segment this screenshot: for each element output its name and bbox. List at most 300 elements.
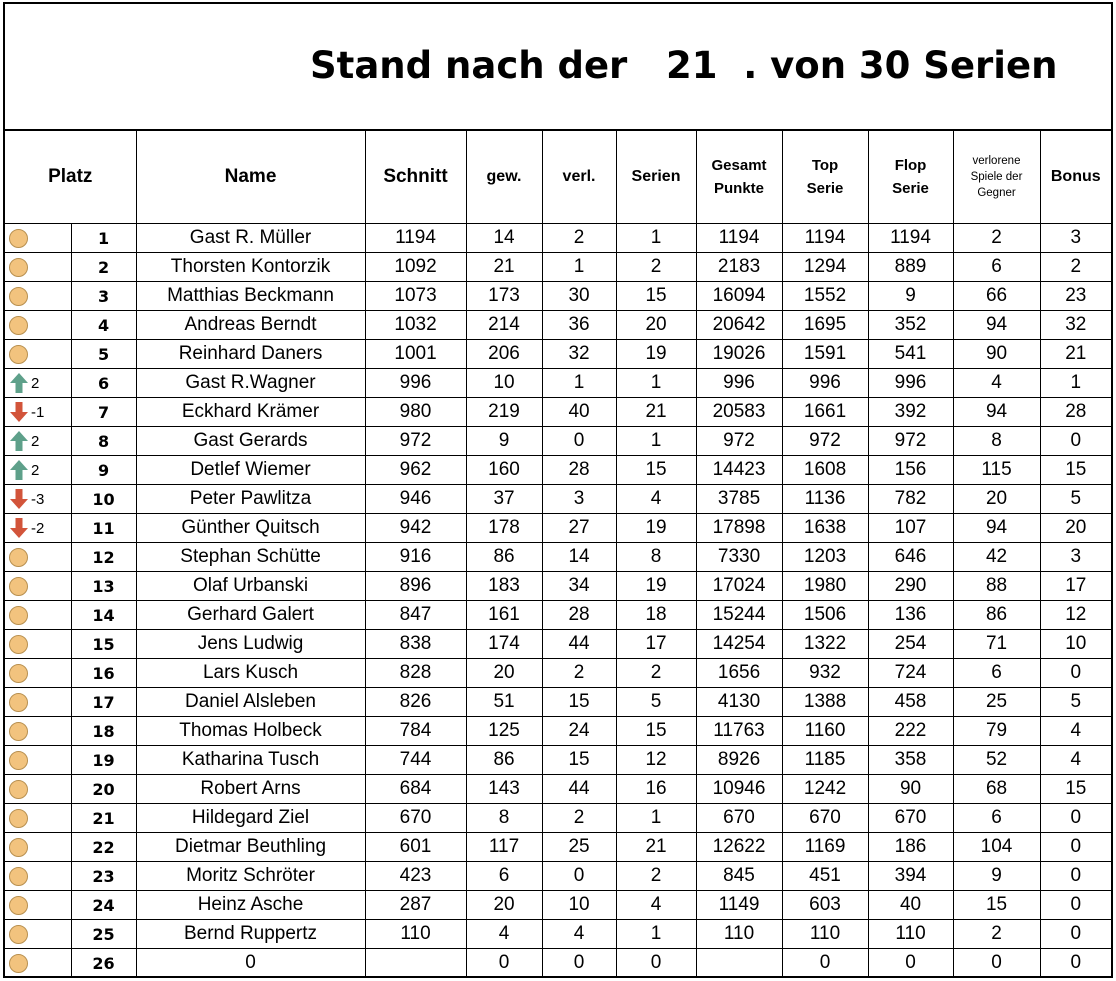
cell-verl: 1 bbox=[542, 253, 616, 282]
cell-gew: 86 bbox=[466, 746, 542, 775]
header-schnitt: Schnitt bbox=[365, 131, 466, 224]
cell-name: Detlef Wiemer bbox=[136, 456, 365, 485]
cell-platz: 25 bbox=[71, 920, 136, 949]
arrow-down-icon bbox=[9, 517, 29, 539]
table-row bbox=[5, 862, 1111, 891]
cell-top: 1638 bbox=[782, 514, 868, 543]
title-number: 21 bbox=[665, 44, 718, 87]
header-name: Name bbox=[136, 131, 365, 224]
cell-gew: 125 bbox=[466, 717, 542, 746]
header-flop-line2: Serie bbox=[892, 180, 929, 197]
cell-verl: 44 bbox=[542, 630, 616, 659]
cell-gesamt: 19026 bbox=[696, 340, 782, 369]
cell-verlorene: 94 bbox=[953, 514, 1040, 543]
cell-serien: 2 bbox=[616, 659, 696, 688]
cell-gesamt: 3785 bbox=[696, 485, 782, 514]
cell-verlorene: 2 bbox=[953, 224, 1040, 253]
cell-flop: 972 bbox=[868, 427, 953, 456]
header-row bbox=[5, 131, 1111, 224]
cell-flop: 889 bbox=[868, 253, 953, 282]
table-row bbox=[5, 659, 1111, 688]
cell-name: Gast Gerards bbox=[136, 427, 365, 456]
trend-indicator bbox=[5, 601, 71, 630]
cell-top: 1294 bbox=[782, 253, 868, 282]
header-gesamt-line2: Punkte bbox=[714, 180, 765, 197]
cell-schnitt: 744 bbox=[365, 746, 466, 775]
cell-bonus: 4 bbox=[1040, 746, 1111, 775]
cell-verlorene: 68 bbox=[953, 775, 1040, 804]
cell-name: 0 bbox=[136, 949, 365, 978]
header-verlorene-spiele bbox=[953, 131, 1040, 224]
cell-schnitt: 670 bbox=[365, 804, 466, 833]
cell-platz: 21 bbox=[71, 804, 136, 833]
neutral-circle-icon bbox=[9, 345, 28, 364]
neutral-circle-icon bbox=[9, 809, 28, 828]
cell-bonus: 12 bbox=[1040, 601, 1111, 630]
arrow-up-icon bbox=[9, 459, 29, 481]
cell-bonus: 28 bbox=[1040, 398, 1111, 427]
cell-gesamt: 17024 bbox=[696, 572, 782, 601]
cell-verlorene: 94 bbox=[953, 311, 1040, 340]
table-row bbox=[5, 601, 1111, 630]
cell-verl: 36 bbox=[542, 311, 616, 340]
cell-verlorene: 88 bbox=[953, 572, 1040, 601]
cell-schnitt: 1001 bbox=[365, 340, 466, 369]
cell-gesamt: 14254 bbox=[696, 630, 782, 659]
cell-schnitt: 896 bbox=[365, 572, 466, 601]
table-row bbox=[5, 485, 1111, 514]
cell-schnitt: 838 bbox=[365, 630, 466, 659]
cell-schnitt: 946 bbox=[365, 485, 466, 514]
cell-top: 1203 bbox=[782, 543, 868, 572]
cell-platz: 14 bbox=[71, 601, 136, 630]
cell-name: Gast R. Müller bbox=[136, 224, 365, 253]
cell-top: 1185 bbox=[782, 746, 868, 775]
cell-platz: 12 bbox=[71, 543, 136, 572]
cell-gesamt: 20583 bbox=[696, 398, 782, 427]
cell-verl: 2 bbox=[542, 804, 616, 833]
cell-name: Dietmar Beuthling bbox=[136, 833, 365, 862]
cell-schnitt: 423 bbox=[365, 862, 466, 891]
cell-bonus: 15 bbox=[1040, 456, 1111, 485]
cell-gesamt: 996 bbox=[696, 369, 782, 398]
cell-gesamt: 10946 bbox=[696, 775, 782, 804]
neutral-circle-icon bbox=[9, 548, 28, 567]
cell-platz: 7 bbox=[71, 398, 136, 427]
cell-platz: 4 bbox=[71, 311, 136, 340]
trend-indicator bbox=[5, 514, 71, 543]
header-flop-line1: Flop bbox=[894, 157, 927, 174]
cell-gesamt: 110 bbox=[696, 920, 782, 949]
cell-verlorene: 104 bbox=[953, 833, 1040, 862]
cell-serien: 2 bbox=[616, 862, 696, 891]
cell-serien: 15 bbox=[616, 282, 696, 311]
cell-verl: 0 bbox=[542, 949, 616, 978]
cell-name: Hildegard Ziel bbox=[136, 804, 365, 833]
title-prefix: Stand nach der bbox=[310, 44, 628, 87]
header-top-line1: Top bbox=[811, 157, 839, 174]
cell-name: Moritz Schröter bbox=[136, 862, 365, 891]
cell-platz: 10 bbox=[71, 485, 136, 514]
trend-indicator bbox=[5, 456, 71, 485]
cell-flop: 352 bbox=[868, 311, 953, 340]
cell-schnitt: 601 bbox=[365, 833, 466, 862]
cell-platz: 13 bbox=[71, 572, 136, 601]
cell-name: Gast R.Wagner bbox=[136, 369, 365, 398]
cell-top: 996 bbox=[782, 369, 868, 398]
cell-top: 1160 bbox=[782, 717, 868, 746]
cell-flop: 670 bbox=[868, 804, 953, 833]
table-row bbox=[5, 340, 1111, 369]
table-row bbox=[5, 630, 1111, 659]
cell-platz: 15 bbox=[71, 630, 136, 659]
trend-indicator bbox=[5, 543, 71, 572]
neutral-circle-icon bbox=[9, 664, 28, 683]
cell-platz: 9 bbox=[71, 456, 136, 485]
neutral-circle-icon bbox=[9, 316, 28, 335]
cell-verl: 32 bbox=[542, 340, 616, 369]
header-verlorene-line3: Gegner bbox=[977, 187, 1016, 199]
cell-gesamt: 8926 bbox=[696, 746, 782, 775]
neutral-circle-icon bbox=[9, 258, 28, 277]
cell-gew: 9 bbox=[466, 427, 542, 456]
neutral-circle-icon bbox=[9, 693, 28, 712]
cell-bonus: 3 bbox=[1040, 543, 1111, 572]
arrow-up-icon bbox=[9, 372, 29, 394]
cell-schnitt: 847 bbox=[365, 601, 466, 630]
cell-platz: 24 bbox=[71, 891, 136, 920]
table-row bbox=[5, 456, 1111, 485]
cell-platz: 23 bbox=[71, 862, 136, 891]
cell-gesamt: 12622 bbox=[696, 833, 782, 862]
header-bonus: Bonus bbox=[1040, 131, 1111, 224]
cell-bonus: 4 bbox=[1040, 717, 1111, 746]
cell-schnitt: 826 bbox=[365, 688, 466, 717]
cell-name: Olaf Urbanski bbox=[136, 572, 365, 601]
cell-gesamt: 845 bbox=[696, 862, 782, 891]
cell-schnitt: 972 bbox=[365, 427, 466, 456]
cell-schnitt: 942 bbox=[365, 514, 466, 543]
cell-flop: 90 bbox=[868, 775, 953, 804]
cell-schnitt: 1032 bbox=[365, 311, 466, 340]
cell-top: 1506 bbox=[782, 601, 868, 630]
table-row bbox=[5, 949, 1111, 978]
cell-serien: 4 bbox=[616, 891, 696, 920]
cell-gesamt bbox=[696, 949, 782, 978]
cell-flop: 107 bbox=[868, 514, 953, 543]
cell-verlorene: 6 bbox=[953, 804, 1040, 833]
cell-verl: 10 bbox=[542, 891, 616, 920]
page-title bbox=[310, 44, 1057, 87]
cell-verl: 34 bbox=[542, 572, 616, 601]
cell-top: 1591 bbox=[782, 340, 868, 369]
neutral-circle-icon bbox=[9, 751, 28, 770]
cell-bonus: 0 bbox=[1040, 833, 1111, 862]
trend-indicator bbox=[5, 630, 71, 659]
cell-platz: 3 bbox=[71, 282, 136, 311]
cell-bonus: 17 bbox=[1040, 572, 1111, 601]
cell-gew: 174 bbox=[466, 630, 542, 659]
rank-change: -1 bbox=[31, 403, 45, 421]
cell-top: 932 bbox=[782, 659, 868, 688]
cell-verl: 15 bbox=[542, 688, 616, 717]
header-gesamt-punkte bbox=[696, 131, 782, 224]
cell-top: 603 bbox=[782, 891, 868, 920]
cell-verlorene: 25 bbox=[953, 688, 1040, 717]
cell-serien: 1 bbox=[616, 804, 696, 833]
cell-verl: 15 bbox=[542, 746, 616, 775]
cell-flop: 40 bbox=[868, 891, 953, 920]
table-row bbox=[5, 746, 1111, 775]
table-row bbox=[5, 775, 1111, 804]
standings-sheet bbox=[3, 2, 1113, 978]
cell-gesamt: 1194 bbox=[696, 224, 782, 253]
cell-verlorene: 20 bbox=[953, 485, 1040, 514]
table-row bbox=[5, 311, 1111, 340]
cell-name: Gerhard Galert bbox=[136, 601, 365, 630]
cell-verlorene: 8 bbox=[953, 427, 1040, 456]
cell-top: 1661 bbox=[782, 398, 868, 427]
trend-indicator bbox=[5, 920, 71, 949]
cell-platz: 11 bbox=[71, 514, 136, 543]
cell-serien: 16 bbox=[616, 775, 696, 804]
cell-gew: 160 bbox=[466, 456, 542, 485]
trend-indicator bbox=[5, 427, 71, 456]
cell-serien: 1 bbox=[616, 369, 696, 398]
cell-flop: 110 bbox=[868, 920, 953, 949]
cell-verlorene: 66 bbox=[953, 282, 1040, 311]
cell-name: Robert Arns bbox=[136, 775, 365, 804]
cell-verl: 2 bbox=[542, 659, 616, 688]
cell-gesamt: 14423 bbox=[696, 456, 782, 485]
cell-schnitt: 1092 bbox=[365, 253, 466, 282]
cell-gew: 10 bbox=[466, 369, 542, 398]
cell-bonus: 0 bbox=[1040, 949, 1111, 978]
cell-flop: 782 bbox=[868, 485, 953, 514]
header-verlorene-line1: verlorene bbox=[972, 155, 1021, 167]
neutral-circle-icon bbox=[9, 954, 28, 973]
cell-flop: 541 bbox=[868, 340, 953, 369]
cell-schnitt: 996 bbox=[365, 369, 466, 398]
arrow-up-icon bbox=[9, 430, 29, 452]
cell-verl: 1 bbox=[542, 369, 616, 398]
cell-gew: 20 bbox=[466, 891, 542, 920]
neutral-circle-icon bbox=[9, 722, 28, 741]
trend-indicator bbox=[5, 949, 71, 978]
cell-gesamt: 16094 bbox=[696, 282, 782, 311]
title-suffix: . von 30 Serien bbox=[743, 44, 1058, 87]
table-row bbox=[5, 717, 1111, 746]
cell-top: 451 bbox=[782, 862, 868, 891]
cell-bonus: 5 bbox=[1040, 485, 1111, 514]
cell-gew: 21 bbox=[466, 253, 542, 282]
cell-flop: 1194 bbox=[868, 224, 953, 253]
trend-indicator bbox=[5, 746, 71, 775]
cell-schnitt: 828 bbox=[365, 659, 466, 688]
cell-verl: 28 bbox=[542, 456, 616, 485]
table-row bbox=[5, 253, 1111, 282]
cell-gesamt: 1656 bbox=[696, 659, 782, 688]
cell-gew: 214 bbox=[466, 311, 542, 340]
header-flop-serie bbox=[868, 131, 953, 224]
header-serien: Serien bbox=[616, 131, 696, 224]
cell-platz: 8 bbox=[71, 427, 136, 456]
cell-serien: 17 bbox=[616, 630, 696, 659]
cell-name: Andreas Berndt bbox=[136, 311, 365, 340]
trend-indicator bbox=[5, 311, 71, 340]
cell-gew: 143 bbox=[466, 775, 542, 804]
cell-gew: 161 bbox=[466, 601, 542, 630]
cell-name: Stephan Schütte bbox=[136, 543, 365, 572]
cell-verl: 24 bbox=[542, 717, 616, 746]
header-top-line2: Serie bbox=[806, 180, 844, 197]
cell-schnitt: 784 bbox=[365, 717, 466, 746]
cell-bonus: 0 bbox=[1040, 804, 1111, 833]
rank-change: 2 bbox=[31, 374, 40, 392]
cell-flop: 724 bbox=[868, 659, 953, 688]
trend-indicator bbox=[5, 253, 71, 282]
cell-bonus: 5 bbox=[1040, 688, 1111, 717]
cell-platz: 26 bbox=[71, 949, 136, 978]
trend-indicator bbox=[5, 398, 71, 427]
header-top-serie bbox=[782, 131, 868, 224]
header-gesamt-line1: Gesamt bbox=[711, 157, 767, 174]
standings-table bbox=[5, 131, 1111, 977]
cell-schnitt: 1194 bbox=[365, 224, 466, 253]
cell-serien: 1 bbox=[616, 427, 696, 456]
rank-change: -2 bbox=[31, 519, 45, 537]
table-row bbox=[5, 891, 1111, 920]
cell-gew: 8 bbox=[466, 804, 542, 833]
cell-schnitt: 962 bbox=[365, 456, 466, 485]
standings-body bbox=[5, 224, 1111, 978]
title-area bbox=[5, 4, 1111, 131]
trend-indicator bbox=[5, 340, 71, 369]
cell-name: Thomas Holbeck bbox=[136, 717, 365, 746]
cell-verl: 44 bbox=[542, 775, 616, 804]
cell-verlorene: 2 bbox=[953, 920, 1040, 949]
cell-flop: 392 bbox=[868, 398, 953, 427]
table-row bbox=[5, 514, 1111, 543]
cell-schnitt: 684 bbox=[365, 775, 466, 804]
cell-name: Eckhard Krämer bbox=[136, 398, 365, 427]
table-row bbox=[5, 427, 1111, 456]
cell-verlorene: 94 bbox=[953, 398, 1040, 427]
cell-top: 1608 bbox=[782, 456, 868, 485]
cell-flop: 156 bbox=[868, 456, 953, 485]
cell-verlorene: 71 bbox=[953, 630, 1040, 659]
cell-serien: 21 bbox=[616, 398, 696, 427]
cell-schnitt bbox=[365, 949, 466, 978]
cell-bonus: 0 bbox=[1040, 659, 1111, 688]
header-platz: Platz bbox=[5, 131, 136, 224]
cell-verl: 30 bbox=[542, 282, 616, 311]
cell-gew: 20 bbox=[466, 659, 542, 688]
cell-verlorene: 0 bbox=[953, 949, 1040, 978]
cell-flop: 290 bbox=[868, 572, 953, 601]
neutral-circle-icon bbox=[9, 635, 28, 654]
cell-gew: 4 bbox=[466, 920, 542, 949]
trend-indicator bbox=[5, 688, 71, 717]
cell-flop: 222 bbox=[868, 717, 953, 746]
cell-gew: 37 bbox=[466, 485, 542, 514]
cell-verl: 25 bbox=[542, 833, 616, 862]
rank-change: -3 bbox=[31, 490, 45, 508]
cell-name: Jens Ludwig bbox=[136, 630, 365, 659]
cell-verlorene: 6 bbox=[953, 253, 1040, 282]
cell-top: 1552 bbox=[782, 282, 868, 311]
cell-verl: 3 bbox=[542, 485, 616, 514]
cell-verlorene: 90 bbox=[953, 340, 1040, 369]
cell-platz: 1 bbox=[71, 224, 136, 253]
neutral-circle-icon bbox=[9, 838, 28, 857]
cell-bonus: 20 bbox=[1040, 514, 1111, 543]
cell-gesamt: 15244 bbox=[696, 601, 782, 630]
cell-verlorene: 6 bbox=[953, 659, 1040, 688]
trend-indicator bbox=[5, 775, 71, 804]
cell-bonus: 23 bbox=[1040, 282, 1111, 311]
cell-schnitt: 287 bbox=[365, 891, 466, 920]
trend-indicator bbox=[5, 891, 71, 920]
cell-gew: 0 bbox=[466, 949, 542, 978]
trend-indicator bbox=[5, 369, 71, 398]
cell-name: Peter Pawlitza bbox=[136, 485, 365, 514]
trend-indicator bbox=[5, 572, 71, 601]
table-row bbox=[5, 224, 1111, 253]
table-row bbox=[5, 688, 1111, 717]
cell-platz: 5 bbox=[71, 340, 136, 369]
neutral-circle-icon bbox=[9, 867, 28, 886]
cell-flop: 646 bbox=[868, 543, 953, 572]
trend-indicator bbox=[5, 833, 71, 862]
cell-flop: 458 bbox=[868, 688, 953, 717]
cell-flop: 358 bbox=[868, 746, 953, 775]
cell-serien: 18 bbox=[616, 601, 696, 630]
cell-name: Lars Kusch bbox=[136, 659, 365, 688]
trend-indicator bbox=[5, 862, 71, 891]
cell-verlorene: 115 bbox=[953, 456, 1040, 485]
cell-verlorene: 86 bbox=[953, 601, 1040, 630]
table-row bbox=[5, 833, 1111, 862]
cell-verl: 28 bbox=[542, 601, 616, 630]
cell-verl: 0 bbox=[542, 862, 616, 891]
cell-platz: 2 bbox=[71, 253, 136, 282]
neutral-circle-icon bbox=[9, 229, 28, 248]
cell-serien: 19 bbox=[616, 514, 696, 543]
rank-change: 2 bbox=[31, 432, 40, 450]
cell-verlorene: 79 bbox=[953, 717, 1040, 746]
cell-top: 972 bbox=[782, 427, 868, 456]
cell-verl: 14 bbox=[542, 543, 616, 572]
cell-gesamt: 11763 bbox=[696, 717, 782, 746]
cell-schnitt: 980 bbox=[365, 398, 466, 427]
cell-top: 1388 bbox=[782, 688, 868, 717]
cell-top: 1980 bbox=[782, 572, 868, 601]
header-gew: gew. bbox=[466, 131, 542, 224]
trend-indicator bbox=[5, 804, 71, 833]
cell-verl: 0 bbox=[542, 427, 616, 456]
cell-bonus: 1 bbox=[1040, 369, 1111, 398]
cell-bonus: 0 bbox=[1040, 891, 1111, 920]
cell-gesamt: 17898 bbox=[696, 514, 782, 543]
cell-serien: 15 bbox=[616, 456, 696, 485]
cell-top: 1322 bbox=[782, 630, 868, 659]
cell-verlorene: 4 bbox=[953, 369, 1040, 398]
cell-flop: 9 bbox=[868, 282, 953, 311]
cell-gew: 178 bbox=[466, 514, 542, 543]
cell-platz: 6 bbox=[71, 369, 136, 398]
cell-bonus: 0 bbox=[1040, 920, 1111, 949]
